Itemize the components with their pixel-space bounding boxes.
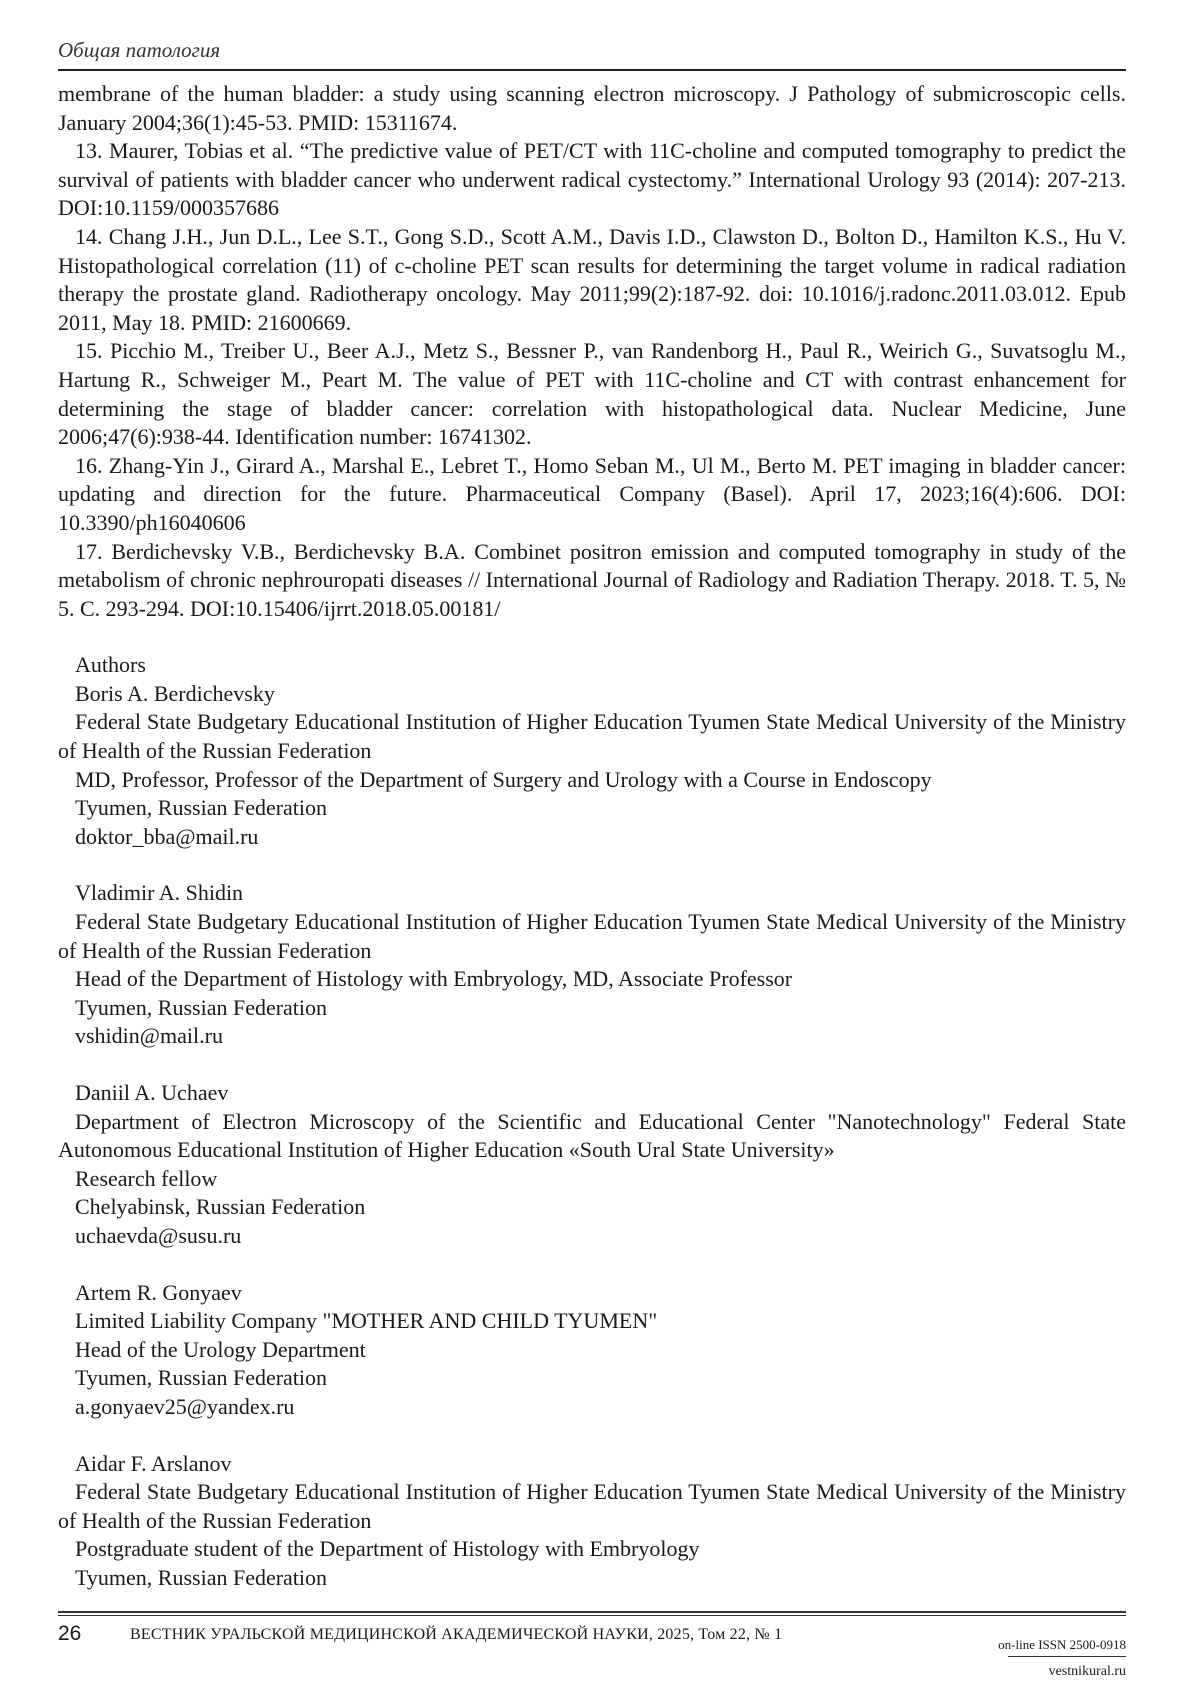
author-affiliation: Federal State Budgetary Educational Institution of Higher Education Tyumen State Medical University of the Ministry of Health of the Russian Federation	[58, 708, 1126, 765]
author-position: Head of the Urology Department	[58, 1336, 1126, 1365]
author-location: Tyumen, Russian Federation	[58, 1364, 1126, 1393]
author-position: Research fellow	[58, 1165, 1126, 1194]
author-location: Tyumen, Russian Federation	[58, 994, 1126, 1023]
reference-item: 17. Berdichevsky V.B., Berdichevsky B.A. Combinet positron emission and computed tomography in study of the metabolism of chronic nephrouropati diseases // International Journal of Radiology and Radiation Therapy. 2018. T. 5, № 5. C. 293-294. DOI:10.15406/ijrrt.2018.05.00181/	[58, 538, 1126, 624]
author-name: Daniil A. Uchaev	[58, 1079, 1126, 1108]
footer-rule	[58, 1611, 1126, 1613]
author-name: Vladimir A. Shidin	[58, 879, 1126, 908]
authors-section	[58, 651, 1126, 1592]
author-block	[58, 1450, 1126, 1593]
author-block	[58, 1279, 1126, 1422]
author-location: Chelyabinsk, Russian Federation	[58, 1193, 1126, 1222]
reference-item: 13. Maurer, Tobias et al. “The predictive value of PET/CT with 11C-choline and computed tomography to predict the survival of patients with bladder cancer who underwent radical cystectomy.” International Urology 93 (2014): 207-213. DOI:10.1159/000357686	[58, 137, 1126, 223]
author-affiliation: Federal State Budgetary Educational Institution of Higher Education Tyumen State Medical University of the Ministry of Health of the Russian Federation	[58, 908, 1126, 965]
author-position: MD, Professor, Professor of the Department of Surgery and Urology with a Course in Endoscopy	[58, 766, 1126, 795]
author-position: Postgraduate student of the Department of Histology with Embryology	[58, 1535, 1126, 1564]
issn-underline	[1008, 1656, 1126, 1657]
reference-list	[58, 80, 1126, 623]
author-affiliation: Federal State Budgetary Educational Institution of Higher Education Tyumen State Medical University of the Ministry of Health of the Russian Federation	[58, 1478, 1126, 1535]
journal-page	[0, 0, 1200, 1697]
author-name: Boris A. Berdichevsky	[58, 680, 1126, 709]
header-rule	[58, 69, 1126, 71]
running-header: Общая патология	[58, 38, 220, 63]
author-email: a.gonyaev25@yandex.ru	[58, 1393, 1126, 1422]
author-name: Aidar F. Arslanov	[58, 1450, 1126, 1479]
author-block	[58, 879, 1126, 1051]
reference-item: 16. Zhang-Yin J., Girard A., Marshal E., Lebret T., Homo Seban M., Ul M., Berto M. PET imaging in bladder cancer: updating and direction for the future. Pharmaceutical Company (Basel). April 17, 2023;16(4):606. DOI: 10.3390/ph16040606	[58, 452, 1126, 538]
journal-name: ВЕСТНИК УРАЛЬСКОЙ МЕДИЦИНСКОЙ АКАДЕМИЧЕСКОЙ НАУКИ, 2025, Том 22, № 1	[130, 1626, 782, 1644]
author-block	[58, 651, 1126, 851]
footer-rule	[58, 1615, 1126, 1616]
author-location: Tyumen, Russian Federation	[58, 794, 1126, 823]
author-position: Head of the Department of Histology with Embryology, MD, Associate Professor	[58, 965, 1126, 994]
main-content	[58, 80, 1126, 1621]
author-email: vshidin@mail.ru	[58, 1022, 1126, 1051]
author-affiliation: Limited Liability Company "MOTHER AND CHILD TYUMEN"	[58, 1307, 1126, 1336]
author-affiliation: Department of Electron Microscopy of the Scientific and Educational Center "Nanotechnology" Federal State Autonomous Educational Institution of Higher Education «South Ural State University»	[58, 1108, 1126, 1165]
issn-label: on-line ISSN 2500-0918	[998, 1637, 1126, 1653]
author-block	[58, 1079, 1126, 1251]
author-email: doktor_bba@mail.ru	[58, 823, 1126, 852]
page-number: 26	[58, 1622, 81, 1646]
reference-item: 15. Picchio M., Treiber U., Beer A.J., Metz S., Bessner P., van Randenborg H., Paul R., Weirich G., Suvatsoglu M., Hartung R., Schweiger M., Peart M. The value of PET with 11C-choline and CT with contrast enhancement for determining the stage of bladder cancer: correlation with histopathological data. Nuclear Medicine, June 2006;47(6):938-44. Identification number: 16741302.	[58, 337, 1126, 451]
author-location: Tyumen, Russian Federation	[58, 1564, 1126, 1593]
reference-item: membrane of the human bladder: a study using scanning electron microscopy. J Pathology of submicroscopic cells. January 2004;36(1):45-53. PMID: 15311674.	[58, 80, 1126, 137]
journal-website: vestnikural.ru	[1049, 1664, 1126, 1680]
authors-heading: Authors	[58, 651, 1126, 680]
author-email: uchaevda@susu.ru	[58, 1222, 1126, 1251]
author-name: Artem R. Gonyaev	[58, 1279, 1126, 1308]
reference-item: 14. Chang J.H., Jun D.L., Lee S.T., Gong S.D., Scott A.M., Davis I.D., Clawston D., Bolton D., Hamilton K.S., Hu V. Histopathological correlation (11) of c-choline PET scan results for determining the target volume in radical radiation therapy the prostate gland. Radiotherapy oncology. May 2011;99(2):187-92. doi: 10.1016/j.radonc.2011.03.012. Epub 2011, May 18. PMID: 21600669.	[58, 223, 1126, 337]
